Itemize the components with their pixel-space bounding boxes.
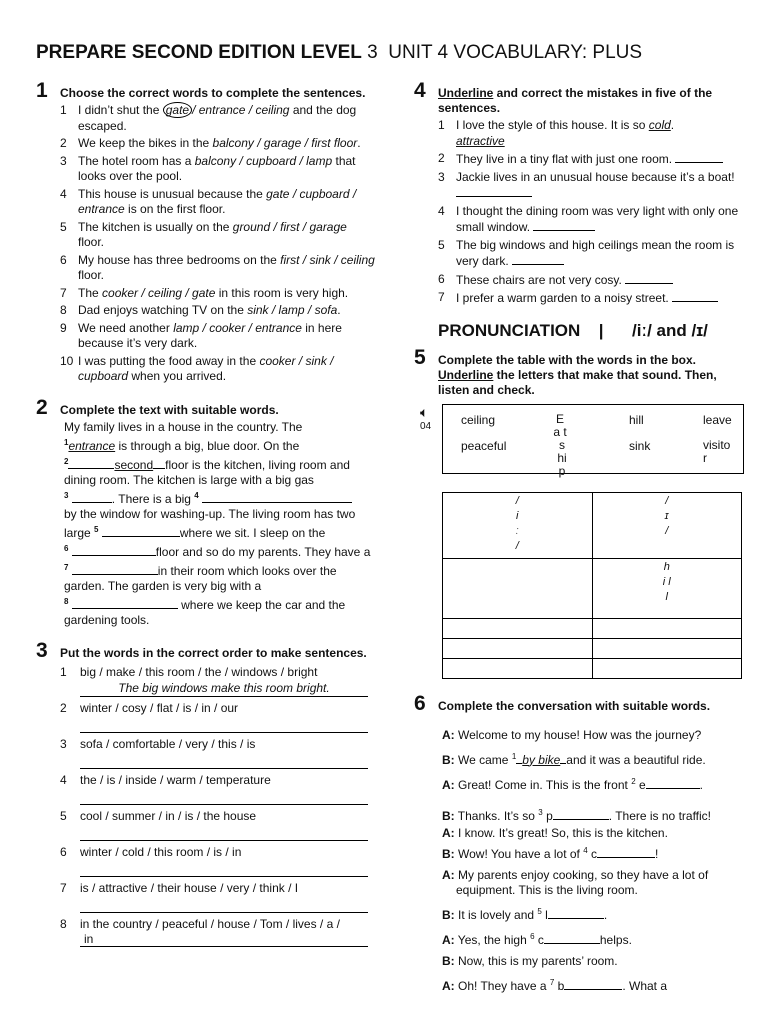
- dialogue-line: A: Great! Come in. This is the front $^2$ e .: [442, 776, 704, 792]
- word: Ea t: [553, 411, 567, 439]
- gap-blank[interactable]: [553, 808, 609, 820]
- exercise-instruction: Complete the table with the words in the box. Underline the letters that make that sound. Then, listen and check.: [438, 352, 717, 397]
- list-item: 6 These chairs are not very cosy.: [438, 272, 744, 289]
- gap-blank[interactable]: [646, 777, 700, 789]
- list-item: 3 sofa / comfortable / very / this / is: [60, 737, 376, 769]
- gap-blank[interactable]: [533, 219, 595, 231]
- gap-blank[interactable]: [512, 253, 564, 265]
- answer-second: second: [114, 457, 154, 472]
- table-header-i: / ɪ /: [592, 492, 742, 558]
- gap-fill-text: My family lives in a house in the country. The $^1$entrance is through a big, blue door. On the $^2$ second floor is the kitchen, living room and dining room. The kitchen is large with a big gas $^3$ . There is a big $^4$ by the window for washing-up. The living room has two large $^5$ where we sit. I sleep on the $^6$ floor and so do my parents. They have a $^7$ in their room which looks over the garden. The garden is very big with a $^8$ where we keep the car and the gardening tools.: [64, 419, 371, 627]
- dialogue-line: A: My parents enjoy cooking, so they have a lot of equipment. This is the living room.: [442, 867, 709, 897]
- answer-line: The big windows make this room bright.: [80, 680, 368, 697]
- answer-line[interactable]: [80, 860, 368, 877]
- list-item: 2 winter / cosy / flat / is / in / our: [60, 701, 376, 733]
- exercise-number: 5: [414, 345, 426, 369]
- gap-blank[interactable]: [544, 932, 600, 944]
- answer-line[interactable]: [80, 896, 368, 913]
- exercise-instruction: Put the words in the correct order to make sentences.: [60, 645, 367, 660]
- gap-blank[interactable]: [675, 151, 723, 163]
- word: s hi p: [557, 437, 567, 478]
- answer-by-bike: by bike: [522, 752, 561, 767]
- exercise-instruction: Underline and correct the mistakes in five of the sentences.: [438, 86, 713, 115]
- list-item: 8 in the country / peaceful / house / Tom / lives / a / in: [60, 917, 376, 947]
- answer-line[interactable]: [80, 824, 368, 841]
- gap-blank[interactable]: [102, 525, 180, 537]
- exercise-6: [414, 693, 744, 994]
- list-item: 1 big / make / this room / the / windows / bright The big windows make this room bright.: [60, 665, 376, 697]
- conversation: [442, 728, 744, 994]
- list-item: 8 Dad enjoys watching TV on the sink / lamp / sofa.: [60, 303, 341, 317]
- list-item: 9 We need another lamp / cooker / entrance in here because it’s very dark.: [60, 320, 342, 350]
- word-box: [442, 404, 744, 478]
- word: sink: [629, 438, 651, 453]
- dialogue-line: A: Oh! They have a $^7$ b . What a: [442, 977, 668, 993]
- title-bold: PREPARE SECOND EDITION LEVEL: [36, 42, 362, 63]
- pronunciation-heading: PRONUNCIATION | /iː/ and /ɪ/: [438, 320, 708, 340]
- exercise-instruction: Choose the correct words to complete the sentences.: [60, 86, 366, 100]
- gap-blank[interactable]: [456, 185, 532, 197]
- dialogue-line: A: Yes, the high $^6$ c helps.: [442, 931, 632, 947]
- list-item: 6 winter / cold / this room / is / in: [60, 845, 376, 877]
- exercise-number: 3: [36, 638, 48, 662]
- gap-blank[interactable]: [72, 491, 112, 503]
- list-item: 4 This house is unusual because the gate / cupboard / entrance is on the first floor.: [60, 186, 357, 216]
- gap-blank[interactable]: [72, 597, 178, 609]
- list-item: 7 The cooker / ceiling / gate in this room is very high.: [60, 285, 349, 300]
- exercise-2: [36, 397, 376, 628]
- list-item: 10 I was putting the food away in the cooker / sink / cupboard when you arrived.: [60, 353, 334, 383]
- gap-blank[interactable]: [672, 290, 718, 302]
- dialogue-line: B: Thanks. It’s so $^3$ p . There is no traffic!: [442, 807, 712, 823]
- word: visito r: [703, 437, 731, 465]
- title-level-number: 3: [367, 42, 378, 63]
- answer-line[interactable]: [80, 788, 368, 805]
- exercise-5: [414, 347, 744, 679]
- correction: attractive: [456, 133, 505, 148]
- table-cell[interactable]: [592, 618, 742, 638]
- table-header-ii: / i ː /: [443, 492, 593, 558]
- list-item: 4 the / is / inside / warm / temperature: [60, 773, 376, 805]
- dialogue-line: B: Wow! You have a lot of $^4$ c !: [442, 845, 659, 861]
- answer-line[interactable]: [80, 752, 368, 769]
- exercise-instruction: Complete the conversation with suitable words.: [438, 698, 711, 713]
- list-item: 1 I didn’t shut the gate / entrance / ceiling and the dog escaped.: [60, 103, 357, 133]
- dialogue-line: A: I know. It’s great! So, this is the kitchen.: [442, 825, 668, 840]
- table-cell[interactable]: [592, 638, 742, 658]
- word: hill: [629, 412, 644, 427]
- left-column: [36, 80, 376, 951]
- list-item: 7 is / attractive / their house / very / think / I: [60, 881, 376, 913]
- gap-blank[interactable]: [548, 907, 604, 919]
- answer-entrance: entrance: [68, 438, 116, 453]
- circled-answer: gate: [163, 102, 192, 118]
- gap-blank[interactable]: [625, 272, 673, 284]
- list-item: 6 My house has three bedrooms on the first / sink / ceiling floor.: [60, 252, 375, 282]
- word: ceiling: [461, 412, 496, 427]
- exercise-number: 1: [36, 79, 48, 102]
- word: peaceful: [461, 438, 507, 453]
- gap-blank[interactable]: [72, 544, 156, 556]
- exercise-4: [414, 80, 744, 307]
- table-cell[interactable]: h i l l: [592, 558, 742, 618]
- answer-line[interactable]: [80, 716, 368, 733]
- table-cell[interactable]: [443, 618, 593, 638]
- dialogue-line: B: Now, this is my parents’ room.: [442, 953, 618, 968]
- list-item: 7 I prefer a warm garden to a noisy street.: [438, 290, 744, 307]
- dialogue-line: A: Welcome to my house! How was the journey?: [442, 727, 702, 742]
- page-title: [36, 42, 642, 64]
- gap-blank[interactable]: [153, 457, 165, 469]
- list-item: 1 I love the style of this house. It is so cold. attractive: [438, 118, 675, 148]
- sound-table: [442, 492, 742, 679]
- gap-blank[interactable]: [564, 978, 622, 990]
- audio-track-number: 04: [420, 420, 432, 432]
- table-cell[interactable]: [592, 658, 742, 678]
- underlined-mistake: cold: [648, 118, 671, 132]
- speaker-icon[interactable]: 🔈︎: [420, 403, 429, 420]
- title-rest: UNIT 4 VOCABULARY: PLUS: [388, 42, 643, 63]
- right-column: [414, 80, 744, 1000]
- list-item: 3 The hotel room has a balcony / cupboard / lamp that looks over the pool.: [60, 153, 356, 183]
- list-item: 5 The big windows and high ceilings mean the room is very dark.: [438, 237, 735, 268]
- table-cell[interactable]: [443, 638, 593, 658]
- gap-blank[interactable]: [72, 563, 158, 575]
- dialogue-line: B: It is lovely and $^5$ l .: [442, 906, 608, 922]
- list-item: 5 cool / summer / in / is / the house: [60, 809, 376, 841]
- exercise-number: 4: [414, 79, 426, 102]
- table-cell[interactable]: [443, 658, 593, 678]
- word: leave: [703, 412, 732, 427]
- list-item: 5 The kitchen is usually on the ground / first / garage floor.: [60, 219, 347, 249]
- exercise-1: [36, 80, 376, 385]
- list-item: 2 They live in a tiny flat with just one room.: [438, 151, 744, 168]
- audio-track[interactable]: [420, 404, 431, 432]
- table-cell[interactable]: [443, 558, 593, 618]
- exercise-number: 6: [414, 691, 426, 715]
- exercise-3: [36, 640, 376, 947]
- exercise-instruction: Complete the text with suitable words.: [60, 402, 279, 417]
- gap-blank[interactable]: [202, 491, 352, 503]
- list-item: 2 We keep the bikes in the balcony / garage / first floor.: [60, 136, 361, 150]
- list-item: 3 Jackie lives in an unusual house because it’s a boat!: [438, 170, 744, 202]
- list-item: 4 I thought the dining room was very light with only one small window.: [438, 203, 739, 234]
- answer-line[interactable]: in: [80, 932, 368, 947]
- gap-blank[interactable]: [597, 846, 655, 858]
- exercise-number: 2: [36, 395, 48, 419]
- gap-blank[interactable]: [68, 457, 114, 469]
- dialogue-line: B: We came $^1$ by bike and it was a beautiful ride.: [442, 751, 706, 767]
